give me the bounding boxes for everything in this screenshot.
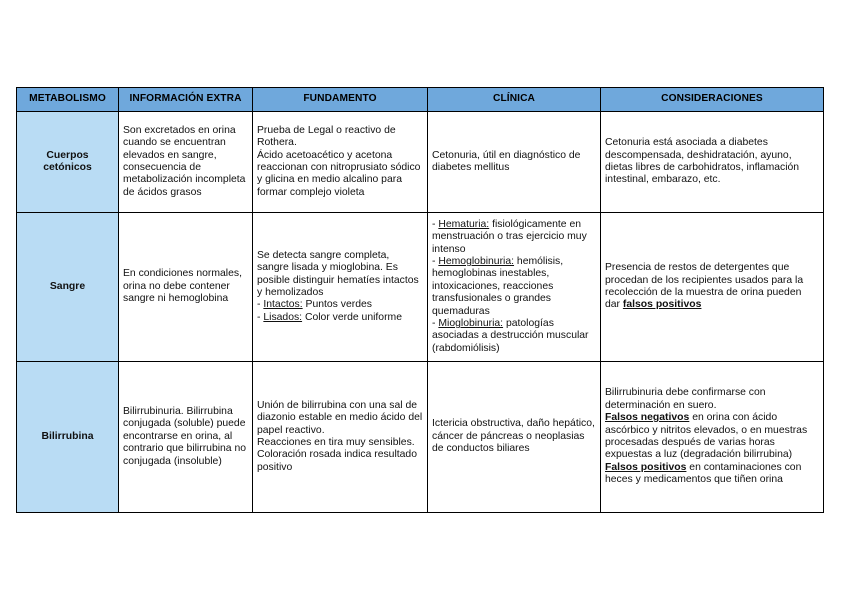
topic-cell bbox=[17, 362, 119, 513]
fundamento-item: - Intactos: Puntos verdes bbox=[257, 299, 372, 311]
clinica-item-label: Mioglobinuria: bbox=[438, 318, 504, 330]
fundamento-item: - Lisados: Color verde uniforme bbox=[257, 311, 402, 323]
consideraciones-body: Presencia de restos de detergentes que procedan de los recipientes usados para la recolección de la muestra de orina pueden dar bbox=[605, 262, 804, 311]
clinica-item-label: Hematuria: bbox=[438, 218, 490, 230]
clinica-cell bbox=[428, 362, 601, 513]
falsos-positivos-text: en contaminaciones con heces y medicamentos que tiñen orina bbox=[605, 461, 802, 486]
fundamento-item-label: Intactos: bbox=[263, 299, 303, 311]
table-row bbox=[17, 112, 824, 213]
fundamento-item-text: Puntos verdes bbox=[302, 299, 372, 311]
consideraciones-cell bbox=[601, 213, 824, 362]
info-cell bbox=[119, 112, 253, 213]
consideraciones-text: Cetonuria está asociada a diabetes descompensada, deshidratación, ayuno, dietas libres de carbohidratos, inflamación intestinal, embarazo, etc. bbox=[605, 137, 800, 186]
topic-cell bbox=[17, 213, 119, 362]
falsos-negativos-label: Falsos negativos bbox=[605, 412, 690, 424]
info-text: En condiciones normales, orina no debe contener sangre ni hemoglobina bbox=[123, 268, 242, 305]
topic-label: Cuerpos cetónicos bbox=[43, 149, 92, 173]
fundamento-line: Coloración rosada indica resultado positivo bbox=[257, 449, 417, 473]
clinica-item: - Hematuria: fisiológicamente en menstruación o tras ejercicio muy intenso bbox=[432, 218, 587, 255]
header-row bbox=[17, 88, 824, 112]
consideraciones-item bbox=[605, 412, 819, 462]
falsos-positivos-label: falsos positivos bbox=[622, 299, 702, 311]
info-cell bbox=[119, 362, 253, 513]
fundamento-line: Unión de bilirrubina con una sal de diazonio estable en medio ácido del papel reactivo. bbox=[257, 399, 423, 436]
fundamento-line: Ácido acetoacético y acetona reaccionan con nitroprusiato sódico y glicina en medio alcalino para formar complejo violeta bbox=[257, 149, 421, 198]
fundamento-line: Prueba de Legal o reactivo de Rothera. bbox=[257, 124, 396, 149]
fundamento-cell bbox=[253, 112, 428, 213]
consideraciones-intro: Bilirrubinuria debe confirmarse con determinación en suero. bbox=[605, 387, 766, 411]
fundamento-item-text: Color verde uniforme bbox=[302, 311, 402, 323]
info-text: Bilirrubinuria. Bilirrubina conjugada (soluble) puede encontrarse en orina, al contrario que bilirrubina no conjugada (insoluble) bbox=[123, 405, 247, 467]
clinica-text: Cetonuria, útil en diagnóstico de diabetes mellitus bbox=[432, 149, 581, 173]
consideraciones-item bbox=[605, 462, 819, 487]
topic-label: Bilirrubina bbox=[41, 430, 94, 442]
header-fundamento: FUNDAMENTO bbox=[253, 88, 428, 112]
fundamento-item-label: Lisados: bbox=[263, 311, 303, 323]
header-clinica: CLÍNICA bbox=[428, 88, 601, 112]
table-row bbox=[17, 362, 824, 513]
consideraciones-cell bbox=[601, 112, 824, 213]
topic-cell bbox=[17, 112, 119, 213]
table-row bbox=[17, 213, 824, 362]
fundamento-cell bbox=[253, 213, 428, 362]
consideraciones-text bbox=[605, 262, 819, 312]
info-text: Son excretados en orina cuando se encuentran elevados en sangre, consecuencia de metabolización incompleta de ácidos grasos bbox=[123, 124, 246, 198]
clinica-item-text: patologías asociadas a destrucción muscular (rabdomiólisis) bbox=[432, 318, 589, 354]
clinica-item: - Hemoglobinuria: hemólisis, hemoglobinas inestables, intoxicaciones, reacciones transfusionales o grandes quemaduras bbox=[432, 255, 564, 317]
falsos-negativos-text: en orina con ácido ascórbico y nitritos elevados, o en muestras procesadas después de varias horas expuestas a luz (degradación bilirrubina) bbox=[605, 412, 808, 461]
metabolism-table bbox=[16, 87, 824, 513]
consideraciones-cell bbox=[601, 362, 824, 513]
clinica-text: Ictericia obstructiva, daño hepático, cáncer de páncreas o neoplasias de conductos biliares bbox=[432, 418, 595, 455]
clinica-item-text: fisiológicamente en menstruación o tras ejercicio muy intenso bbox=[432, 218, 587, 255]
header-consideraciones: CONSIDERACIONES bbox=[601, 88, 824, 112]
info-cell bbox=[119, 213, 253, 362]
clinica-cell bbox=[428, 112, 601, 213]
clinica-item-label: Hemoglobinuria: bbox=[438, 255, 515, 267]
fundamento-cell bbox=[253, 362, 428, 513]
clinica-item-text: hemólisis, hemoglobinas inestables, intoxicaciones, reacciones transfusionales o grandes quemaduras bbox=[432, 255, 564, 317]
clinica-item: - Mioglobinuria: patologías asociadas a destrucción muscular (rabdomiólisis) bbox=[432, 318, 589, 354]
fundamento-intro: Se detecta sangre completa, sangre lisada y mioglobina. Es posible distinguir hematíes intactos y hemolizados bbox=[257, 249, 419, 298]
clinica-cell bbox=[428, 213, 601, 362]
fundamento-line: Reacciones en tira muy sensibles. bbox=[257, 437, 415, 448]
topic-label: Sangre bbox=[49, 280, 86, 292]
falsos-positivos-label: Falsos positivos bbox=[605, 461, 687, 473]
header-informacion-extra: INFORMACIÓN EXTRA bbox=[119, 88, 253, 112]
header-metabolismo: METABOLISMO bbox=[17, 88, 119, 112]
